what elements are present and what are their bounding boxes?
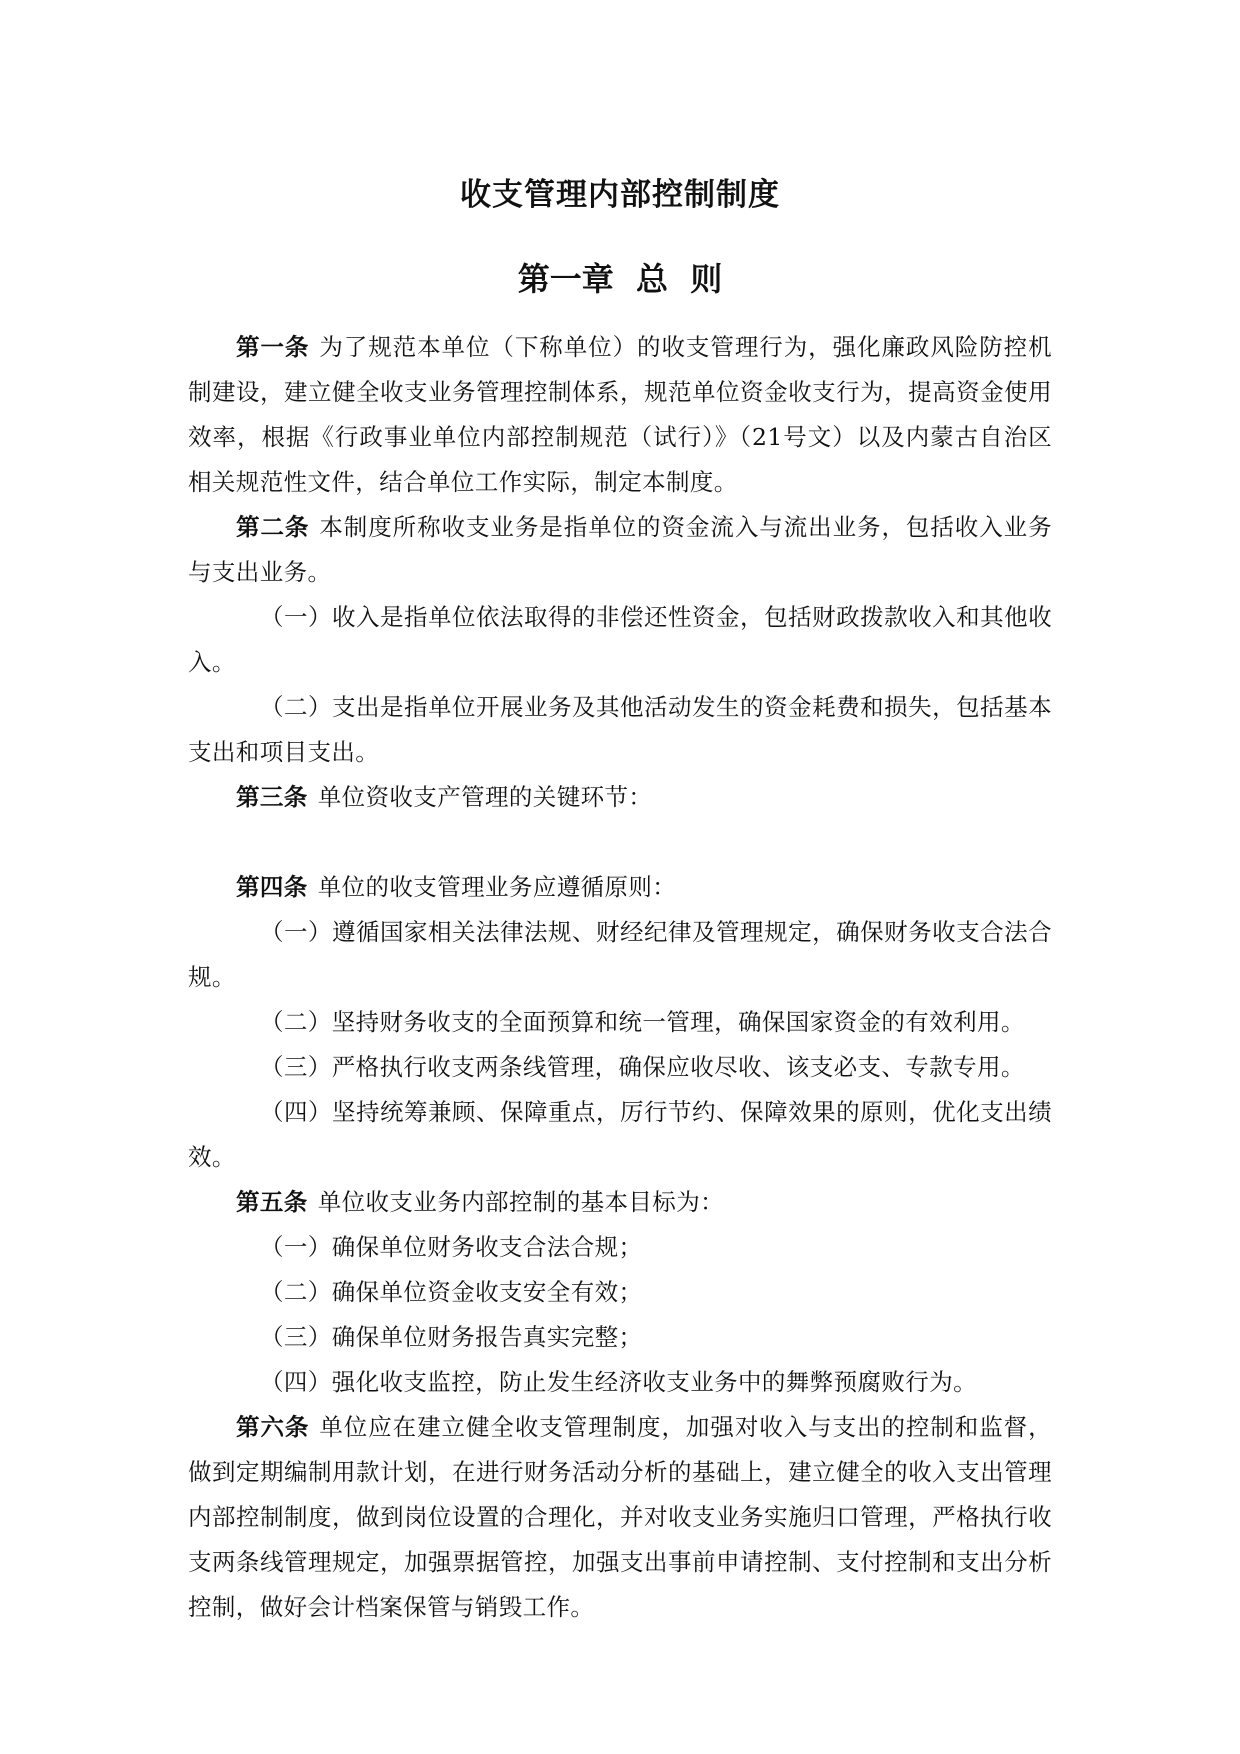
article-2 bbox=[188, 505, 1052, 595]
document-body bbox=[188, 325, 1052, 1630]
article-6 bbox=[188, 1405, 1052, 1630]
article-label: 第四条 bbox=[236, 873, 308, 901]
article-text: 单位资收支产管理的关键环节： bbox=[317, 783, 653, 811]
article-4 bbox=[188, 865, 1052, 910]
article-4-item-3: （三）严格执行收支两条线管理，确保应收尽收、该支必支、专款专用。 bbox=[260, 1053, 1025, 1081]
article-label: 第二条 bbox=[236, 513, 310, 541]
article-label: 第三条 bbox=[236, 783, 308, 811]
article-label: 第五条 bbox=[236, 1188, 308, 1216]
blank-line bbox=[188, 820, 1052, 865]
document-title: 收支管理内部控制制度 bbox=[460, 177, 780, 213]
article-5-item-1: （一）确保单位财务收支合法合规； bbox=[260, 1233, 643, 1261]
article-5-item-2: （二）确保单位资金收支安全有效； bbox=[260, 1278, 643, 1306]
article-text: 单位的收支管理业务应遵循原则： bbox=[317, 873, 677, 901]
article-5-item-3: （三）确保单位财务报告真实完整； bbox=[260, 1323, 643, 1351]
article-2-item-2: （二）支出是指单位开展业务及其他活动发生的资金耗费和损失，包括基本支出和项目支出。 bbox=[188, 693, 1052, 766]
article-text: 本制度所称收支业务是指单位的资金流入与流出业务，包括收入业务与支出业务。 bbox=[188, 513, 1053, 586]
article-1 bbox=[188, 325, 1052, 505]
article-text: 单位应在建立健全收支管理制度，加强对收入与支出的控制和监督，做到定期编制用款计划，在进行财务活动分析的基础上，建立健全的收入支出管理内部控制制度，做到岗位设置的合理化，并对收支业务实施归口管理，严格执行收支两条线管理规定，加强票据管控，加强支出事前申请控制、支付控制和支出分析控制，做好会计档案保管与销毁工作。 bbox=[188, 1413, 1053, 1621]
article-text: 为了规范本单位（下称单位）的收支管理行为，强化廉政风险防控机制建设，建立健全收支业务管理控制体系，规范单位资金收支行为，提高资金使用效率，根据《行政事业单位内部控制规范（试行）》（21号文）以及内蒙古自治区相关规范性文件，结合单位工作实际，制定本制度。 bbox=[188, 333, 1053, 496]
article-5-item-4: （四）强化收支监控，防止发生经济收支业务中的舞弊预腐败行为。 bbox=[260, 1368, 977, 1396]
article-4-item-1: （一）遵循国家相关法律法规、财经纪律及管理规定，确保财务收支合法合规。 bbox=[188, 918, 1052, 991]
chapter-title: 第一章 总 则 bbox=[517, 260, 723, 298]
article-2-item-1: （一）收入是指单位依法取得的非偿还性资金，包括财政拨款收入和其他收入。 bbox=[188, 603, 1052, 676]
article-text: 单位收支业务内部控制的基本目标为： bbox=[317, 1188, 725, 1216]
article-3 bbox=[188, 775, 1052, 820]
article-4-item-4: （四）坚持统筹兼顾、保障重点，厉行节约、保障效果的原则，优化支出绩效。 bbox=[188, 1098, 1052, 1171]
article-5 bbox=[188, 1180, 1052, 1225]
article-label: 第六条 bbox=[236, 1413, 310, 1441]
article-label: 第一条 bbox=[236, 333, 310, 361]
article-4-item-2: （二）坚持财务收支的全面预算和统一管理，确保国家资金的有效利用。 bbox=[260, 1008, 1025, 1036]
